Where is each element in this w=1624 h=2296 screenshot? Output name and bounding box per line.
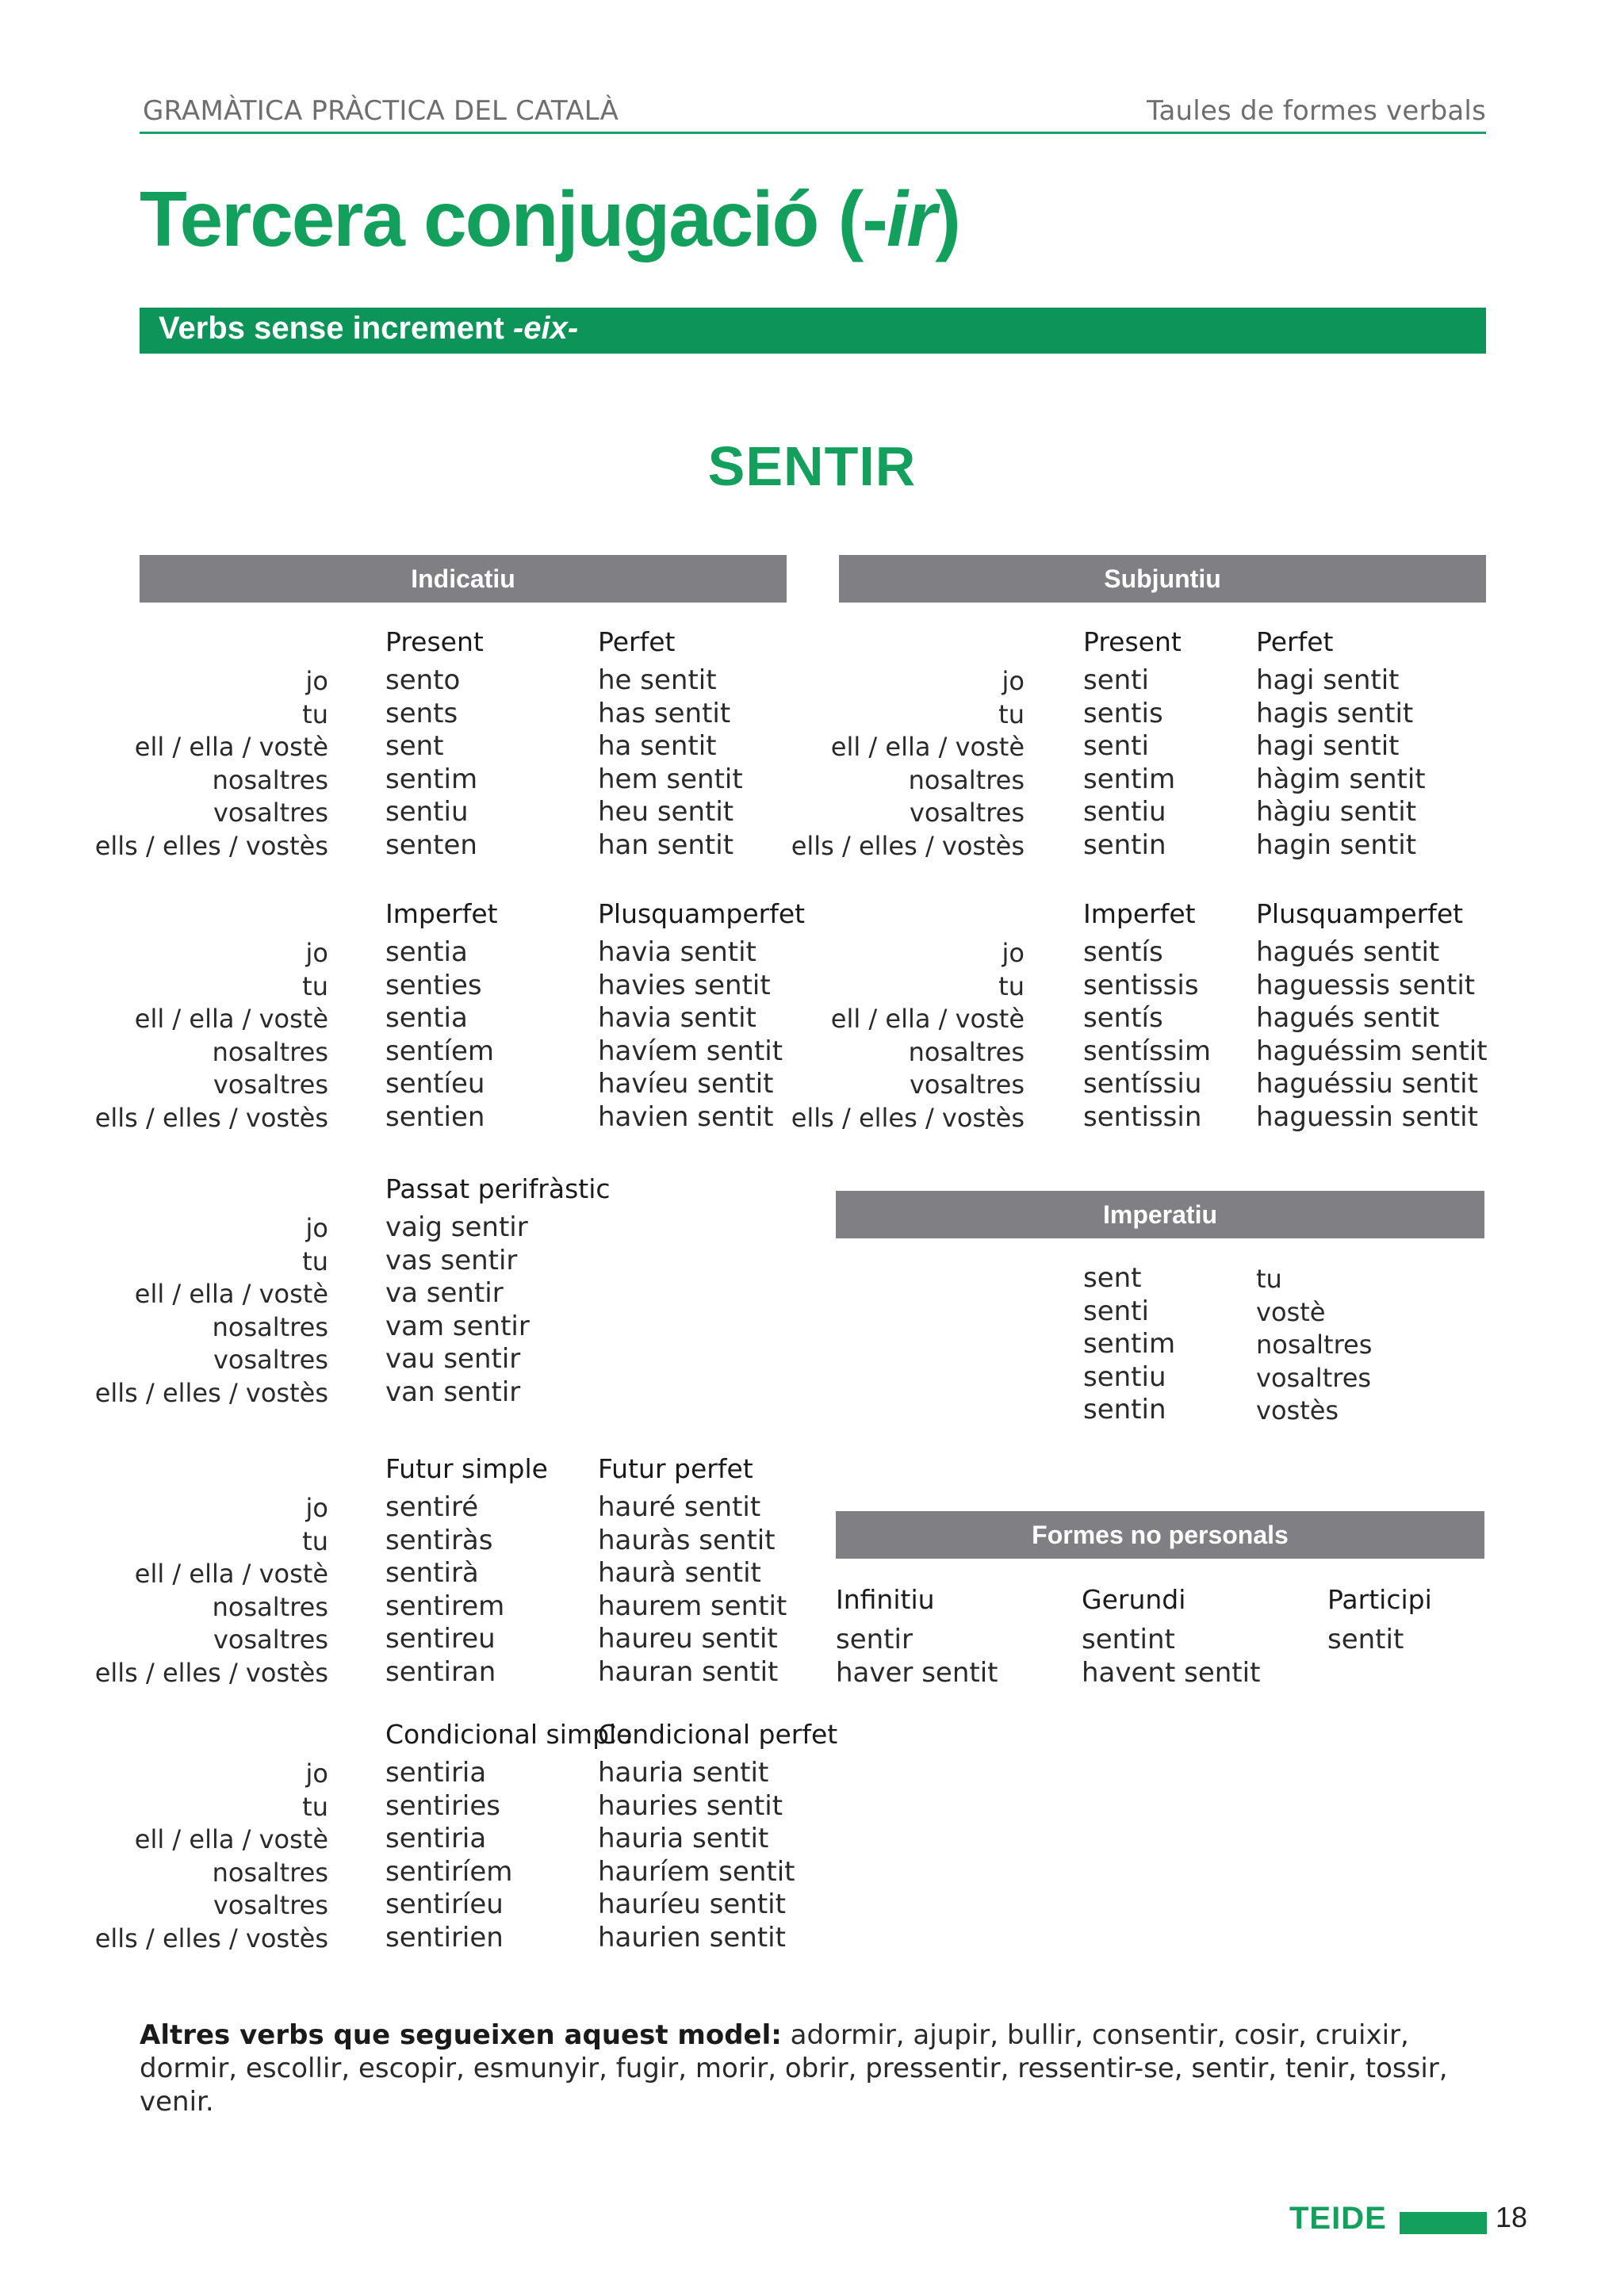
pronoun-label: jo	[305, 1758, 328, 1789]
pronoun-label: ells / elles / vostès	[94, 1923, 328, 1954]
verb-form: hauries sentit	[598, 1789, 783, 1822]
verb-form: sentirien	[385, 1921, 504, 1954]
pronoun-label: vosaltres	[213, 1345, 328, 1375]
verb-form: senti	[1083, 730, 1149, 762]
verb-form: sentireu	[385, 1623, 496, 1655]
pronoun-label: nosaltres	[212, 1311, 328, 1342]
indicatiu-tense-head: Perfet	[598, 626, 676, 657]
verb-form: van sentir	[385, 1376, 521, 1408]
indicatiu-tense-head: Condicional perfet	[598, 1719, 838, 1750]
verb-form: sentiré	[385, 1491, 479, 1523]
verb-form: havíem sentit	[598, 1035, 783, 1067]
verb-form: sentirem	[385, 1590, 505, 1622]
pronoun-label: jo	[305, 1213, 328, 1243]
verb-form: hàgiu sentit	[1256, 796, 1417, 828]
no-personal-head: Gerundi	[1082, 1584, 1186, 1615]
pronoun-label: nosaltres	[908, 1036, 1025, 1067]
publisher-logo: TEIDE	[1289, 2201, 1387, 2236]
pronoun-label: ells / elles / vostès	[94, 1377, 328, 1408]
verb-form: sentiran	[385, 1655, 496, 1688]
no-personal-form: sentit	[1327, 1624, 1404, 1655]
verb-form: sentiu	[385, 796, 469, 828]
verb-form: hauran sentit	[598, 1655, 779, 1688]
verb-form: sentíssim	[1083, 1035, 1211, 1067]
verb-form: havien sentit	[598, 1100, 774, 1133]
page-number: 18	[1496, 2201, 1528, 2233]
verb-form: hagi sentit	[1256, 730, 1400, 762]
subtitle-text: Verbs sense increment -eix-	[159, 311, 579, 346]
imperatiu-form: sentiu	[1083, 1360, 1166, 1393]
indicatiu-header: Indicatiu	[140, 555, 787, 603]
verb-form: sentiríem	[385, 1855, 513, 1888]
verb-form: havia sentit	[598, 1002, 756, 1034]
verb-form: vas sentir	[385, 1244, 518, 1276]
running-header-right: Taules de formes verbals	[1147, 95, 1486, 127]
indicatiu-tense-head: Condicional simple	[385, 1719, 633, 1750]
indicatiu-tense-head: Futur perfet	[598, 1453, 753, 1484]
imperatiu-pronoun: nosaltres	[1256, 1330, 1373, 1360]
verb-form: sentiria	[385, 1757, 487, 1789]
verb-form: sentis	[1083, 697, 1163, 729]
imperatiu-pronoun: vostè	[1256, 1296, 1326, 1327]
verb-form: has sentit	[598, 697, 731, 729]
pronoun-label: ells / elles / vostès	[94, 830, 328, 861]
verb-form: hàgim sentit	[1256, 763, 1426, 795]
pronoun-label: tu	[302, 1246, 328, 1276]
indicatiu-tense-head: Imperfet	[385, 898, 498, 929]
verb-form: hagi sentit	[1256, 664, 1400, 696]
verb-form: sentissis	[1083, 969, 1199, 1001]
header-rule	[140, 132, 1486, 134]
other-verbs-note: Altres verbs que segueixen aquest model: adormir, ajupir, bullir, consentir, cosir, cruixir, dormir, escollir, escopir, esmunyir, fugir, morir, obrir, pressentir, ressentir-se, sentir, tenir, tossir, venir.	[140, 2019, 1448, 2118]
pronoun-label: ell / ella / vostè	[134, 1824, 328, 1854]
pronoun-label: vosaltres	[213, 1890, 328, 1920]
pronoun-label: ells / elles / vostès	[791, 830, 1025, 861]
imperatiu-form: sentim	[1083, 1328, 1176, 1360]
verb-form: hauríem sentit	[598, 1855, 795, 1888]
pronoun-label: tu	[998, 970, 1025, 1001]
pronoun-label: jo	[305, 938, 328, 968]
verb-form: sentiríeu	[385, 1888, 504, 1920]
pronoun-label: jo	[1002, 938, 1025, 968]
no-personal-head: Participi	[1327, 1584, 1432, 1615]
verb-form: sentíssiu	[1083, 1068, 1202, 1100]
pronoun-label: tu	[302, 698, 328, 729]
pronoun-label: tu	[998, 698, 1025, 729]
verb-form: sentís	[1083, 936, 1163, 968]
page-title: Tercera conjugació (-ir)	[140, 175, 959, 262]
verb-form: hauràs sentit	[598, 1524, 776, 1556]
verb-form: haurem sentit	[598, 1590, 787, 1622]
verb-form: haureu sentit	[598, 1623, 778, 1655]
verb-form: sentia	[385, 1002, 468, 1034]
verb-form: hagués sentit	[1256, 936, 1440, 968]
verb-form: vaig sentir	[385, 1211, 528, 1243]
pronoun-label: vosaltres	[213, 1624, 328, 1655]
verb-form: han sentit	[598, 828, 734, 861]
pronoun-label: ell / ella / vostè	[830, 1004, 1025, 1034]
imperatiu-form: senti	[1083, 1295, 1149, 1327]
verb-form: sentien	[385, 1100, 485, 1133]
no-personal-form: haver sentit	[836, 1656, 998, 1689]
indicatiu-tense-head: Plusquamperfet	[598, 898, 806, 929]
pronoun-label: nosaltres	[212, 1036, 328, 1067]
imperatiu-form: sent	[1083, 1262, 1142, 1294]
running-header-left: GRAMÀTICA PRÀCTICA DEL CATALÀ	[143, 95, 619, 127]
publisher-bar	[1400, 2212, 1487, 2234]
pronoun-label: jo	[1002, 666, 1025, 696]
no-personal-head: Infinitiu	[836, 1584, 935, 1615]
verb-form: vau sentir	[385, 1343, 521, 1375]
verb-form: sentia	[385, 936, 468, 968]
pronoun-label: nosaltres	[212, 1857, 328, 1888]
imperatiu-pronoun: vostès	[1256, 1395, 1339, 1425]
verb-form: ha sentit	[598, 730, 717, 762]
pronoun-label: vosaltres	[909, 798, 1025, 828]
verb-form: senten	[385, 828, 477, 861]
verb-form: haguéssim sentit	[1256, 1035, 1488, 1067]
verb-form: havies sentit	[598, 969, 771, 1001]
verb-form: he sentit	[598, 664, 717, 696]
pronoun-label: nosaltres	[212, 1591, 328, 1622]
pronoun-label: jo	[305, 666, 328, 696]
pronoun-label: vosaltres	[909, 1070, 1025, 1100]
pronoun-label: tu	[302, 970, 328, 1001]
verb-heading: SENTIR	[707, 435, 917, 497]
imperatiu-form: sentin	[1083, 1394, 1166, 1425]
no-personal-form: havent sentit	[1082, 1656, 1261, 1689]
subjuntiu-header: Subjuntiu	[839, 555, 1486, 603]
pronoun-label: jo	[305, 1493, 328, 1523]
no-personal-form: sentir	[836, 1624, 913, 1655]
verb-form: heu sentit	[598, 796, 734, 828]
no-personal-form: sentint	[1082, 1624, 1175, 1655]
verb-form: sentim	[1083, 763, 1176, 795]
verb-form: haguessis sentit	[1256, 969, 1476, 1001]
pronoun-label: ell / ella / vostè	[830, 732, 1025, 762]
verb-form: sentiu	[1083, 796, 1166, 828]
verb-form: sentís	[1083, 1002, 1163, 1034]
imperatiu-pronoun: vosaltres	[1256, 1362, 1372, 1393]
verb-form: sento	[385, 664, 461, 696]
verb-form: havíeu sentit	[598, 1068, 774, 1100]
subjuntiu-tense-head: Plusquamperfet	[1256, 898, 1464, 929]
verb-form: hauria sentit	[598, 1757, 769, 1789]
pronoun-label: vosaltres	[213, 1070, 328, 1100]
verb-form: sentiràs	[385, 1524, 493, 1556]
pronoun-label: nosaltres	[908, 764, 1025, 795]
imperatiu-header: Imperatiu	[836, 1191, 1484, 1238]
verb-form: hauria sentit	[598, 1823, 769, 1854]
verb-form: hauré sentit	[598, 1491, 761, 1523]
verb-form: hagin sentit	[1256, 828, 1417, 861]
verb-form: sent	[385, 730, 444, 762]
verb-form: haguessin sentit	[1256, 1100, 1478, 1133]
verb-form: sentirà	[385, 1557, 479, 1589]
pronoun-label: ell / ella / vostè	[134, 1004, 328, 1034]
verb-form: sentiries	[385, 1789, 501, 1822]
verb-form: sentim	[385, 763, 478, 795]
verb-form: haguéssiu sentit	[1256, 1068, 1478, 1100]
indicatiu-tense-head: Present	[385, 626, 484, 657]
indicatiu-tense-head: Futur simple	[385, 1453, 548, 1484]
subjuntiu-tense-head: Present	[1083, 626, 1182, 657]
pronoun-label: vosaltres	[213, 798, 328, 828]
pronoun-label: nosaltres	[212, 764, 328, 795]
indicatiu-tense-head: Passat perifràstic	[385, 1173, 611, 1204]
verb-form: hagis sentit	[1256, 697, 1414, 729]
imperatiu-pronoun: tu	[1256, 1264, 1282, 1294]
verb-form: hem sentit	[598, 763, 743, 795]
pronoun-label: ells / elles / vostès	[94, 1657, 328, 1688]
pronoun-label: ell / ella / vostè	[134, 732, 328, 762]
verb-form: vam sentir	[385, 1310, 530, 1342]
verb-form: sentin	[1083, 828, 1166, 861]
subjuntiu-tense-head: Imperfet	[1083, 898, 1196, 929]
no-personals-header: Formes no personals	[836, 1511, 1484, 1559]
verb-form: sentíem	[385, 1035, 494, 1067]
verb-form: haurà sentit	[598, 1557, 761, 1589]
verb-form: sentissin	[1083, 1100, 1202, 1133]
verb-form: hagués sentit	[1256, 1002, 1440, 1034]
verb-form: va sentir	[385, 1277, 504, 1309]
verb-form: senties	[385, 969, 482, 1001]
pronoun-label: ell / ella / vostè	[134, 1279, 328, 1309]
verb-form: sents	[385, 697, 458, 729]
pronoun-label: ells / elles / vostès	[791, 1102, 1025, 1133]
verb-form: sentíeu	[385, 1068, 485, 1100]
verb-form: haurien sentit	[598, 1921, 786, 1954]
pronoun-label: ell / ella / vostè	[134, 1559, 328, 1589]
verb-form: havia sentit	[598, 936, 756, 968]
subjuntiu-tense-head: Perfet	[1256, 626, 1334, 657]
pronoun-label: tu	[302, 1525, 328, 1556]
verb-form: hauríeu sentit	[598, 1888, 786, 1920]
verb-form: senti	[1083, 664, 1149, 696]
pronoun-label: ells / elles / vostès	[94, 1102, 328, 1133]
verb-form: sentiria	[385, 1823, 487, 1854]
pronoun-label: tu	[302, 1791, 328, 1822]
